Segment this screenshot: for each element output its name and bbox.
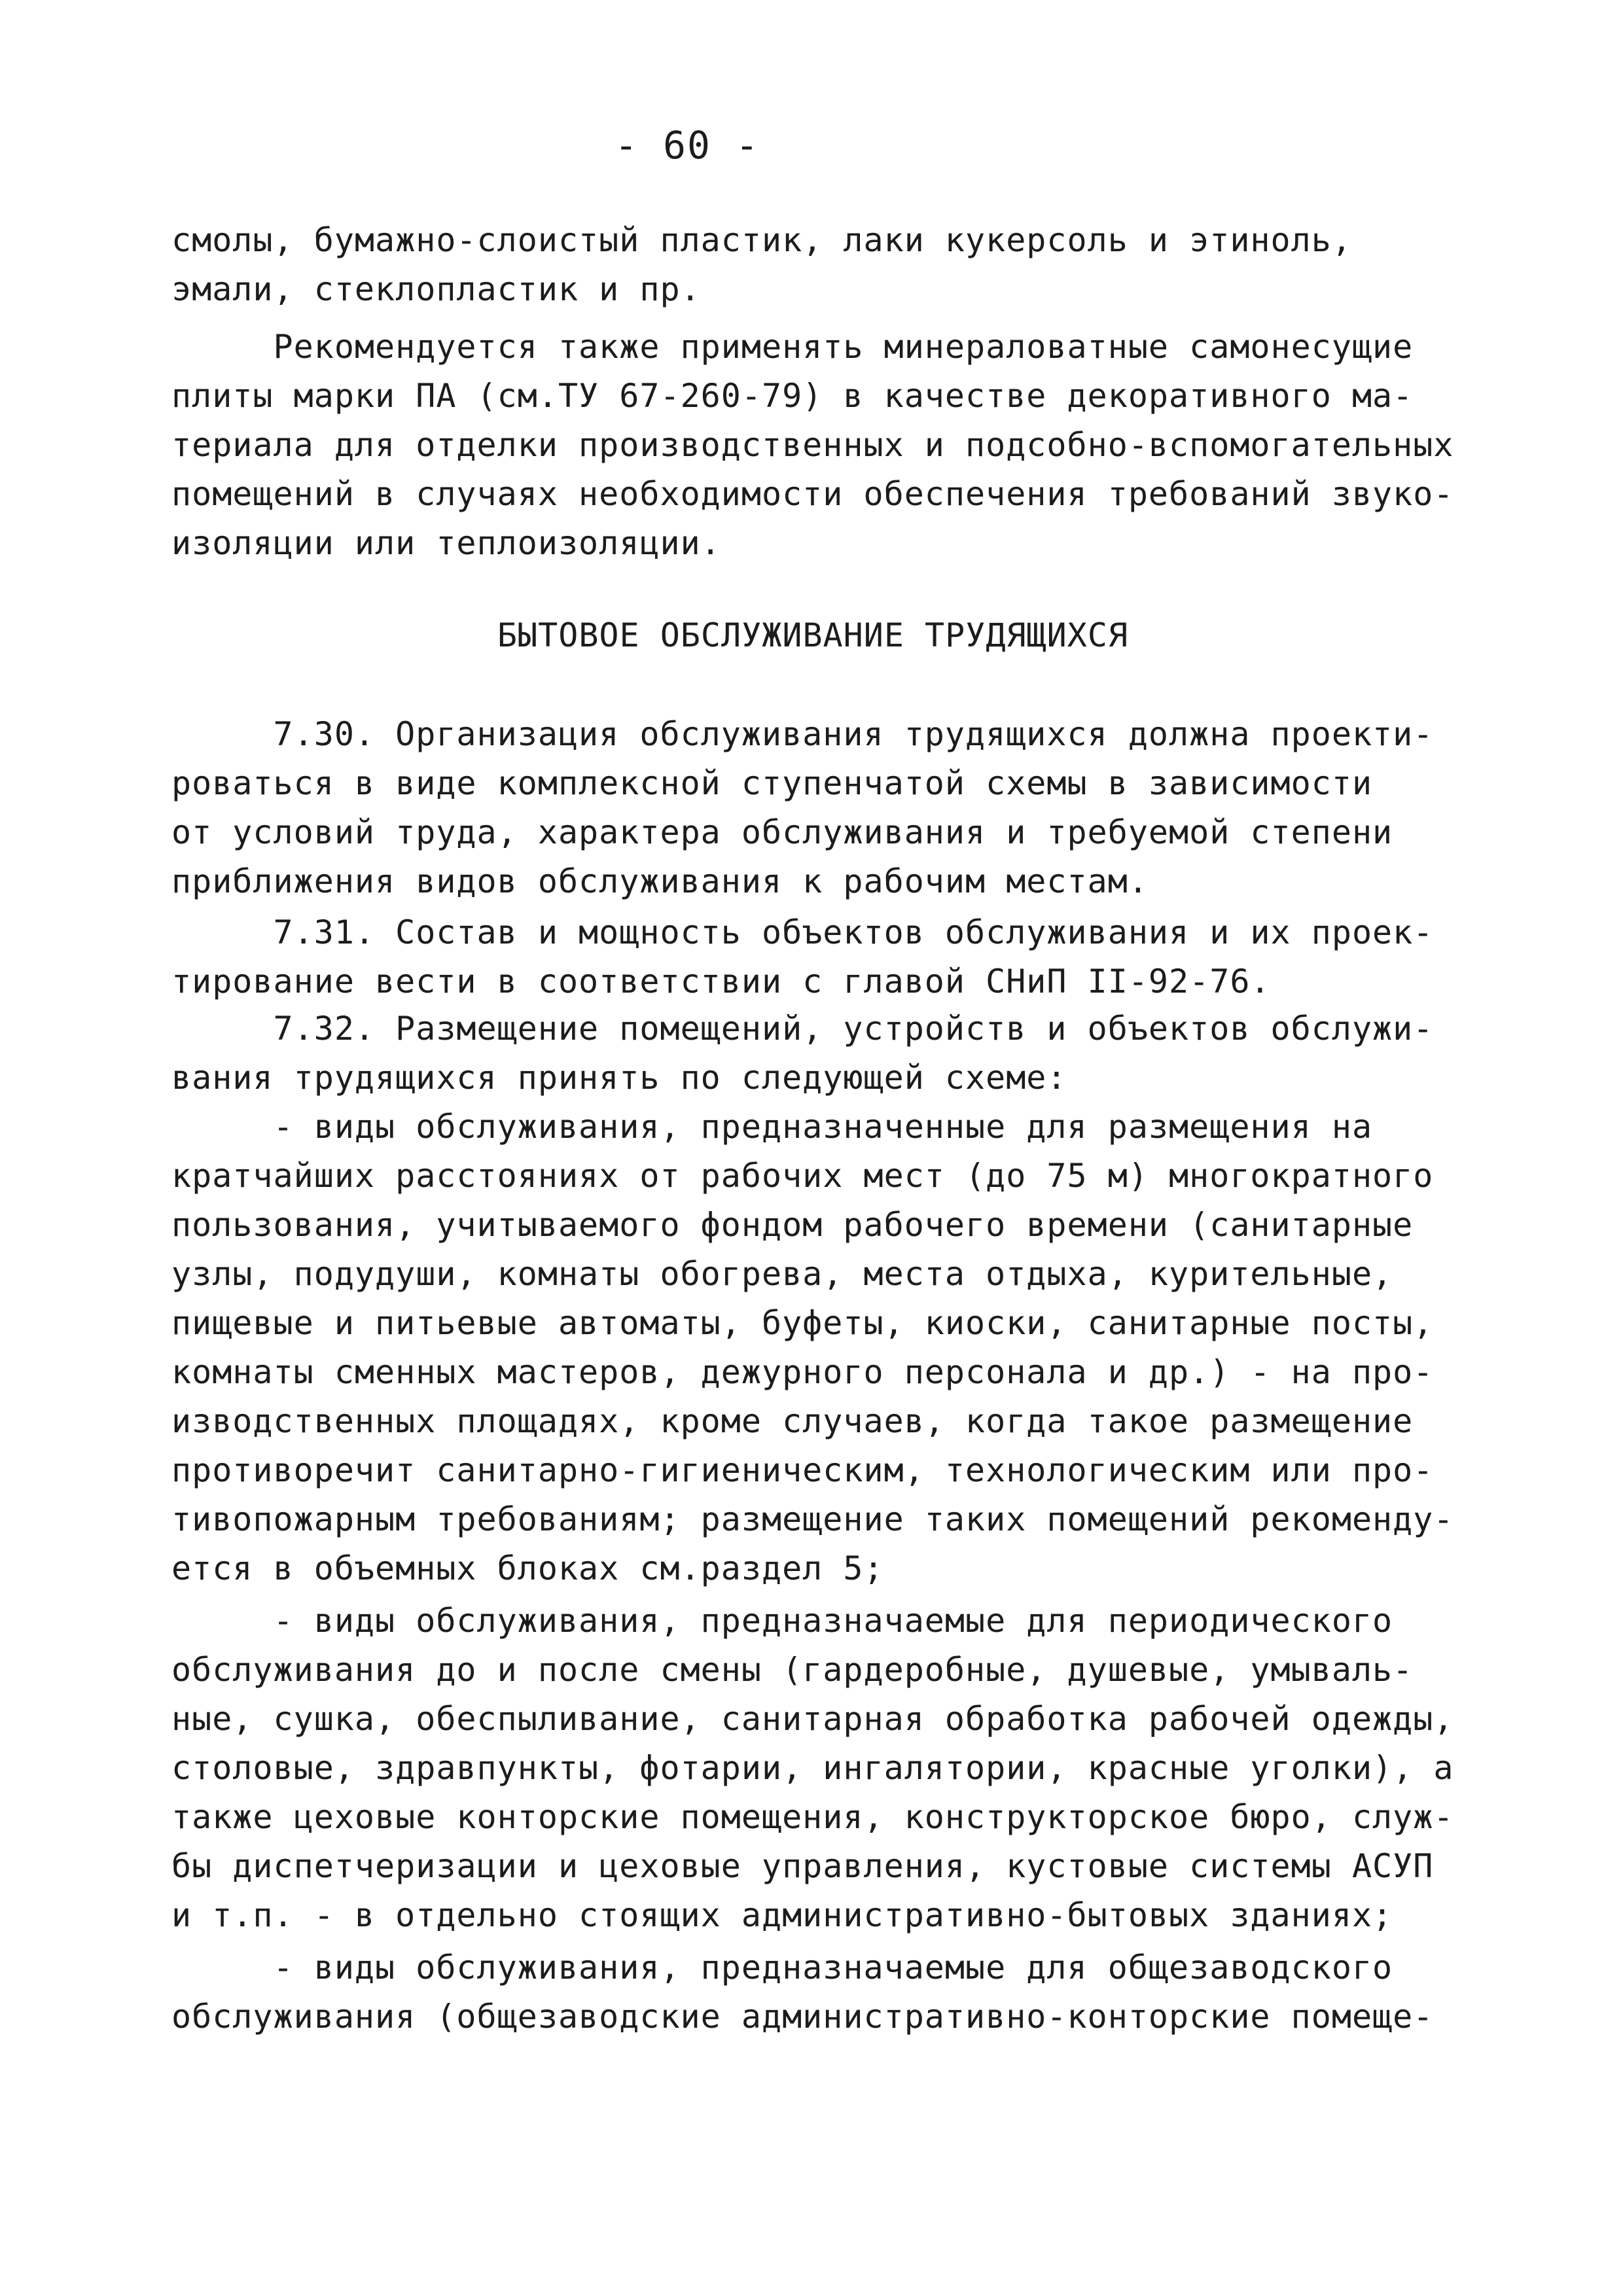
section-heading: БЫТОВОЕ ОБСЛУЖИВАНИЕ ТРУДЯЩИХСЯ (497, 616, 1129, 654)
paragraph-materials-continued: смолы, бумажно-слоистый пластик, лаки кукерсоль и этиноль, эмали, стеклопластик и пр. (171, 221, 1352, 308)
clause-7-31: 7.31. Состав и мощность объектов обслуживания и их проек- тирование вести в соответствии с главой СНиП II-92-76. (171, 913, 1434, 1000)
list-item-frequent-services: - виды обслуживания, предназначенные для размещения на кратчайших расстояниях от рабочих мест (до 75 м) многократного пользования, учитываемого фондом рабочего времени (санитарные узлы, подудуши, комнаты обогрева, места отдыха, курительные, пищевые и питьевые автоматы, буфеты, киоски, санитарные посты, комнаты сменных мастеров, дежурного персонала и др.) - на про- изводственных площадях, кроме случаев, когда такое размещение противоречит санитарно-гигиеническим, технологическим или про- тивопожарным требованиям; размещение таких помещений рекоменду- ется в объемных блоках см.раздел 5; (171, 1108, 1454, 1587)
list-item-periodic-services: - виды обслуживания, предназначаемые для периодического обслуживания до и после смены (гардеробные, душевые, умываль- ные, сушка, обеспыливание, санитарная обработка рабочей одежды, столовые, здравпункты, фотарии, ингалятории, красные уголки), а также цеховые конторские помещения, конструкторское бюро, служ- бы диспетчеризации и цеховые управления, кустовые системы АСУП и т.п. - в отдельно стоящих административно-бытовых зданиях; (171, 1602, 1454, 1934)
clause-7-32: 7.32. Размещение помещений, устройств и объектов обслужи- вания трудящихся принять по следующей схеме: (171, 1010, 1434, 1097)
list-item-plant-wide-services: - виды обслуживания, предназначаемые для общезаводского обслуживания (общезаводские административно-конторские помеще- (171, 1949, 1434, 2036)
paragraph-mineral-wool-plates: Рекомендуется также применять минераловатные самонесущие плиты марки ПА (см.ТУ 67-260-79) в качестве декоративного ма- териала для отделки производственных и подсобно-вспомогательных помещений в случаях необходимости обеспечения требований звуко- изоляции или теплоизоляции. (171, 328, 1454, 562)
clause-7-30: 7.30. Организация обслуживания трудящихся должна проекти- роваться в виде комплексной ступенчатой схемы в зависимости от условий труда, характера обслуживания и требуемой степени приближения видов обслуживания к рабочим местам. (171, 715, 1434, 900)
page-number: - 60 - (615, 123, 760, 168)
